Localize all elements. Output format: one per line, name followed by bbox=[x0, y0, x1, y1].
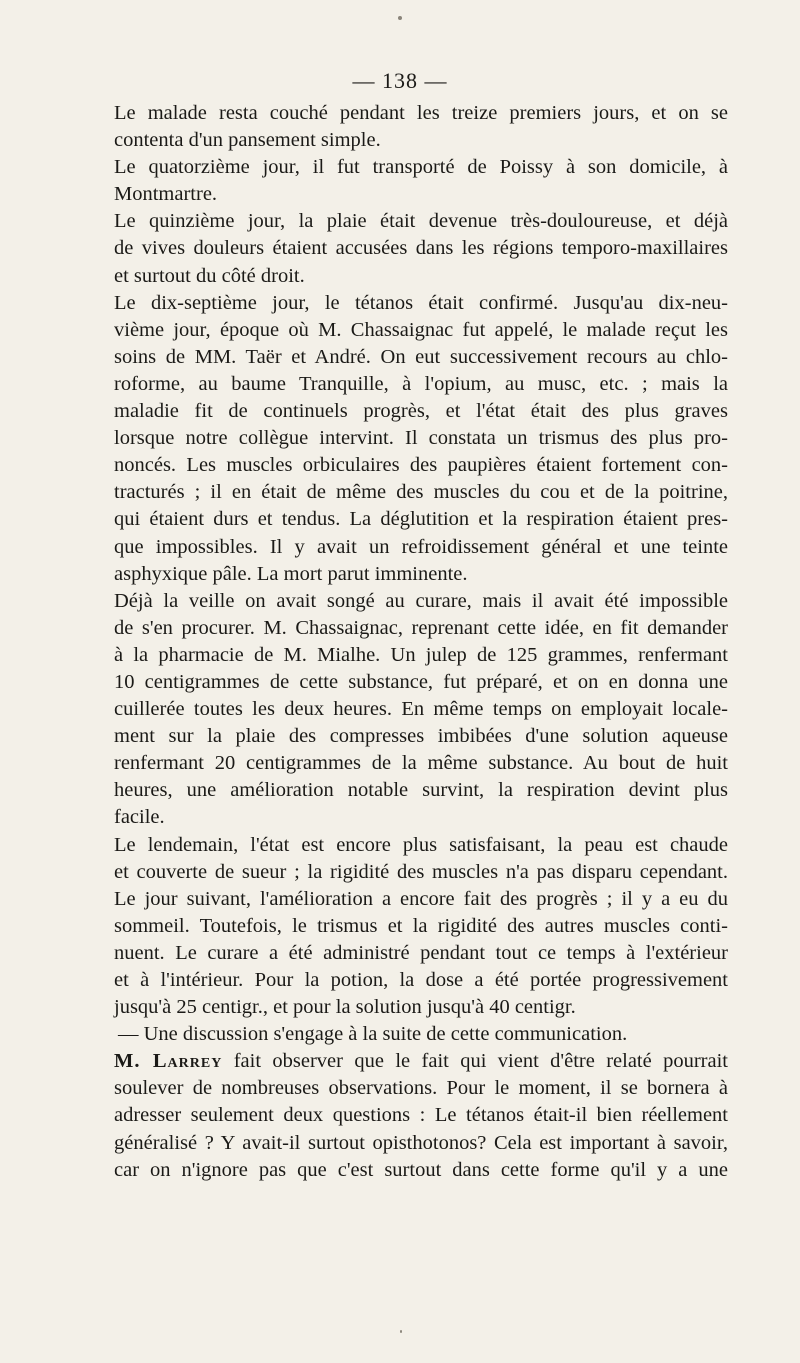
text-line: asphyxique pâle. La mort parut imminente. bbox=[114, 562, 468, 585]
text-line: adresser seulement deux questions : Le tétanos était-il bien réellement bbox=[114, 1104, 728, 1127]
text-line: lorsque notre collègue intervint. Il constata un trismus des plus pro- bbox=[114, 427, 728, 450]
text-line: roforme, au baume Tranquille, à l'opium, au musc, etc. ; mais la bbox=[114, 372, 728, 395]
text-line: Le lendemain, l'état est encore plus satisfaisant, la peau est chaude bbox=[114, 833, 728, 856]
text-line: vième jour, époque où M. Chassaignac fut appelé, le malade reçut les bbox=[114, 318, 728, 341]
text-line: soulever de nombreuses observations. Pour le moment, il se bornera à bbox=[114, 1077, 728, 1100]
page-number: — 138 — bbox=[352, 68, 448, 93]
text-line: que impossibles. Il y avait un refroidissement général et une teinte bbox=[114, 535, 728, 558]
text-line: cuillerée toutes les deux heures. En même temps on employait locale- bbox=[114, 698, 728, 721]
text-line: noncés. Les muscles orbiculaires des paupières étaient fortement con- bbox=[114, 454, 728, 477]
text-line: Le quatorzième jour, il fut transporté de Poissy à son domicile, à bbox=[114, 156, 728, 179]
paper-speck bbox=[400, 1330, 402, 1333]
text-line: sommeil. Toutefois, le trismus et la rigidité des autres muscles conti- bbox=[114, 914, 728, 937]
text-line: Le dix-septième jour, le tétanos était confirmé. Jusqu'au dix-neu- bbox=[114, 291, 728, 314]
text-line: et à l'intérieur. Pour la potion, la dose a été portée progressivement bbox=[114, 969, 728, 991]
text-line: — Une discussion s'engage à la suite de cette communication. bbox=[118, 1023, 628, 1046]
text-line: car on n'ignore pas que c'est surtout dans cette forme qu'il y a une bbox=[114, 1158, 728, 1181]
text-line: facile. bbox=[114, 806, 165, 829]
text-line: et couverte de sueur ; la rigidité des muscles n'a pas disparu cependant. bbox=[114, 860, 728, 883]
text-line: Montmartre. bbox=[114, 183, 218, 206]
text-line: de vives douleurs étaient accusées dans les régions temporo-maxillaires bbox=[114, 237, 728, 260]
text-line: Le jour suivant, l'amélioration a encore fait des progrès ; il y a eu du bbox=[114, 887, 728, 910]
text-line: et surtout du côté droit. bbox=[114, 264, 305, 287]
text-line: de s'en procurer. M. Chassaignac, reprenant cette idée, en fit demander bbox=[114, 616, 728, 639]
text-line: soins de MM. Taër et André. On eut successivement recours au chlo- bbox=[114, 345, 728, 368]
body-text bbox=[114, 100, 728, 1184]
text-line: nuent. Le curare a été administré pendant tout ce temps à l'extérieur bbox=[114, 941, 728, 964]
text-line: tracturés ; il en était de même des muscles du cou et de la poitrine, bbox=[114, 481, 728, 504]
text-line: jusqu'à 25 centigr., et pour la solution jusqu'à 40 centigr. bbox=[114, 996, 576, 1019]
text-line: qui étaient durs et tendus. La déglutition et la respiration étaient pres- bbox=[114, 508, 728, 531]
speaker-name: M. Larrey bbox=[114, 1050, 223, 1073]
text-line: contenta d'un pansement simple. bbox=[114, 129, 381, 152]
text-line: heures, une amélioration notable survint, la respiration devint plus bbox=[114, 779, 728, 802]
text-line: Le quinzième jour, la plaie était devenue très-douloureuse, et déjà bbox=[114, 210, 728, 233]
text-line: ment sur la plaie des compresses imbibées d'une solution aqueuse bbox=[114, 725, 728, 748]
speaker-line bbox=[114, 1048, 728, 1075]
text-line: renfermant 20 centigrammes de la même substance. Au bout de huit bbox=[114, 752, 728, 775]
text-line: maladie fit de continuels progrès, et l'état était des plus graves bbox=[114, 400, 728, 423]
paper-speck bbox=[398, 16, 402, 20]
text-line: généralisé ? Y avait-il surtout opisthotonos? Cela est important à savoir, bbox=[114, 1131, 728, 1154]
text-line: Le malade resta couché pendant les treize premiers jours, et on se bbox=[114, 102, 728, 124]
text-line: 10 centigrammes de cette substance, fut préparé, et on en donna une bbox=[114, 670, 728, 693]
speaker-text: fait observer que le fait qui vient d'être relaté pourrait bbox=[233, 1050, 728, 1073]
text-line: à la pharmacie de M. Mialhe. Un julep de 125 grammes, renfermant bbox=[114, 643, 728, 666]
text-line: Déjà la veille on avait songé au curare, mais il avait été impossible bbox=[114, 589, 728, 612]
